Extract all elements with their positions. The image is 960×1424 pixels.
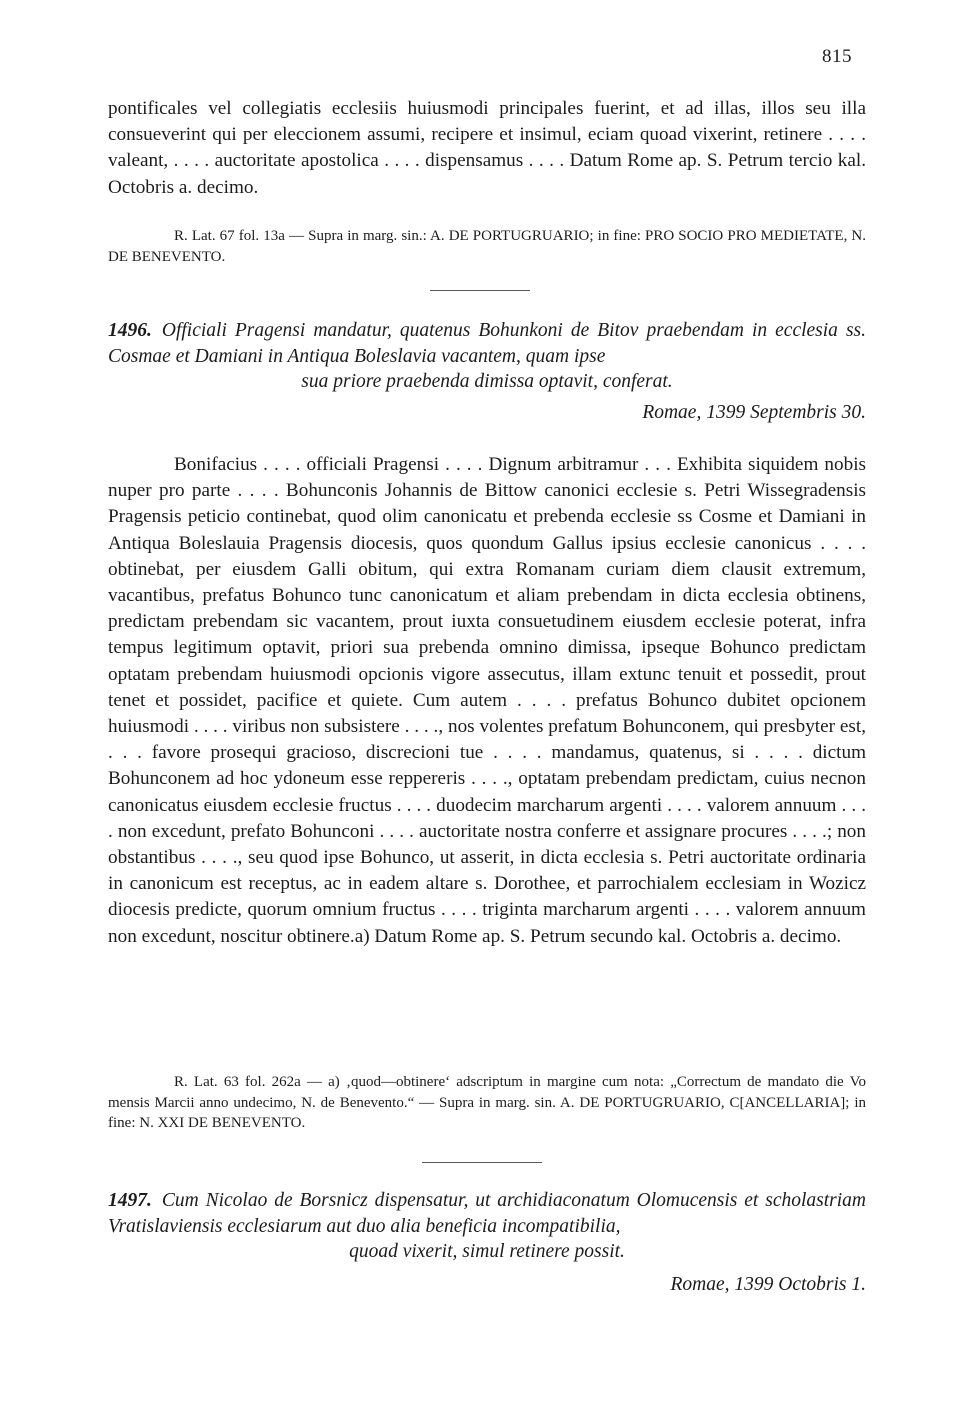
entry-1496-summary-end: sua priore praebenda dimissa optavit, conferat. <box>301 371 673 392</box>
entry-1496-archival-note: R. Lat. 63 fol. 262a — a) ‚quod—obtinere‘ adscriptum in margine cum nota: „Correctum de mandato die Vo mensis Marcii anno undecimo, N. de Benevento.“ — Supra in marg. sin. A. DE PORTUGRUARIO, C[ANCELLARIA]; in fine: N. XXI DE BENEVENTO. <box>108 1074 866 1131</box>
entry-1496-header <box>108 318 866 395</box>
entry-1495-note-block <box>108 226 866 267</box>
entry-1496-note-block <box>108 1072 866 1134</box>
entry-1496-summary <box>108 318 866 395</box>
section-divider <box>430 290 530 291</box>
entry-1497-number: 1497. <box>108 1190 152 1211</box>
entry-1496-summary-text: Officiali Pragensi mandatur, quatenus Bohunkoni de Bitov praebendam in ecclesia ss. Cosmae et Damiani in Antiqua Boleslavia vacantem, quam ipse <box>108 320 866 367</box>
entry-1497-summary <box>108 1188 866 1265</box>
entry-1497-header <box>108 1188 866 1265</box>
section-divider <box>422 1162 542 1163</box>
entry-1496-body-block <box>108 452 866 950</box>
entry-1497-dateline-block <box>108 1274 866 1296</box>
entry-1496-number: 1496. <box>108 320 152 341</box>
entry-1496-dateline-block <box>108 402 866 424</box>
entry-1495-continuation <box>108 96 866 201</box>
entry-1497-summary-text: Cum Nicolao de Borsnicz dispensatur, ut archidiaconatum Olomucensis et scholastriam Vratislaviensis ecclesiarum aut duo alia beneficia incompatibilia, <box>108 1190 866 1237</box>
entry-1495-archival-note: R. Lat. 67 fol. 13a — Supra in marg. sin.: A. DE PORTUGRUARIO; in fine: PRO SOCIO PRO MEDIETATE, N. DE BENEVENTO. <box>108 228 866 265</box>
entry-1496-body: Bonifacius . . . . officiali Pragensi . . . . Dignum arbitramur . . . Exhibita siquidem nobis nuper pro parte . . . . Bohunconis Johannis de Bittow canonici ecclesie s. Petri Wissegradensis Pragensis peticio continebat, quod olim canonicatu et prebenda ecclesie ss Cosme et Damiani in Antiqua Boleslauia Pragensis diocesis, quos quondum Gallus ipsius ecclesie canonicus . . . . obtinebat, per eiusdem Galli obitum, qui extra Romanam curiam diem clausit extremum, vacantibus, prefatus Bohunco tunc canonicatum et aliam prebendam in dicta ecclesia obtinens, predictam prebendam sic vacantem, prout iuxta consuetudinem eiusdem ecclesie poterat, infra tempus legitimum optavit, priori sua prebenda omnino dimissa, ipseque Bohunco predictam optatam prebendam huiusmodi opcionis vigore assecutus, illam extunc tenuit et possedit, prout tenet et possidet, pacifice et quiete. Cum autem . . . . prefatus Bohunco dubitet opcionem huiusmodi . . . . viribus non subsistere . . . ., nos volentes prefatum Bohunconem, qui presbyter est, . . . favore prosequi gracioso, discrecioni tue . . . . mandamus, quatenus, si . . . . dictum Bohunconem ad hoc ydoneum esse reppereris . . . ., optatam prebendam predictam, cuius necnon canonicatus eiusdem ecclesie fructus . . . . duodecim marcharum argenti . . . . valorem annuum . . . . non excedunt, prefato Bohunconi . . . . auctoritate nostra conferre et assignare procures . . . .; non obstantibus . . . ., seu quod ipse Bohunco, ut asserit, in dicta ecclesia s. Petri auctoritate ordinaria in canonicum est receptus, ac in eadem altare s. Dorothee, et parrochialem ecclesiam in Wozicz diocesis predicte, quorum omnium fructus . . . . triginta marcharum argenti . . . . valorem annuum non excedunt, noscitur obtinere.a) Datum Rome ap. S. Petrum secundo kal. Octobris a. decimo. <box>108 454 866 947</box>
entry-1495-text: pontificales vel collegiatis ecclesiis huiusmodi principales fuerint, et ad illas, illos seu illa consueverint qui per eleccionem assumi, recipere et insimul, eciam quoad vixerint, retinere . . . . valeant, . . . . auctoritate apostolica . . . . dispensamus . . . . Datum Rome ap. S. Petrum tercio kal. Octobris a. decimo. <box>108 98 866 198</box>
entry-1497-dateline: Romae, 1399 Octobris 1. <box>670 1274 866 1295</box>
entry-1496-dateline: Romae, 1399 Septembris 30. <box>642 402 866 423</box>
entry-1497-summary-end: quoad vixerit, simul retinere possit. <box>349 1241 625 1262</box>
page-number: 815 <box>822 46 852 67</box>
